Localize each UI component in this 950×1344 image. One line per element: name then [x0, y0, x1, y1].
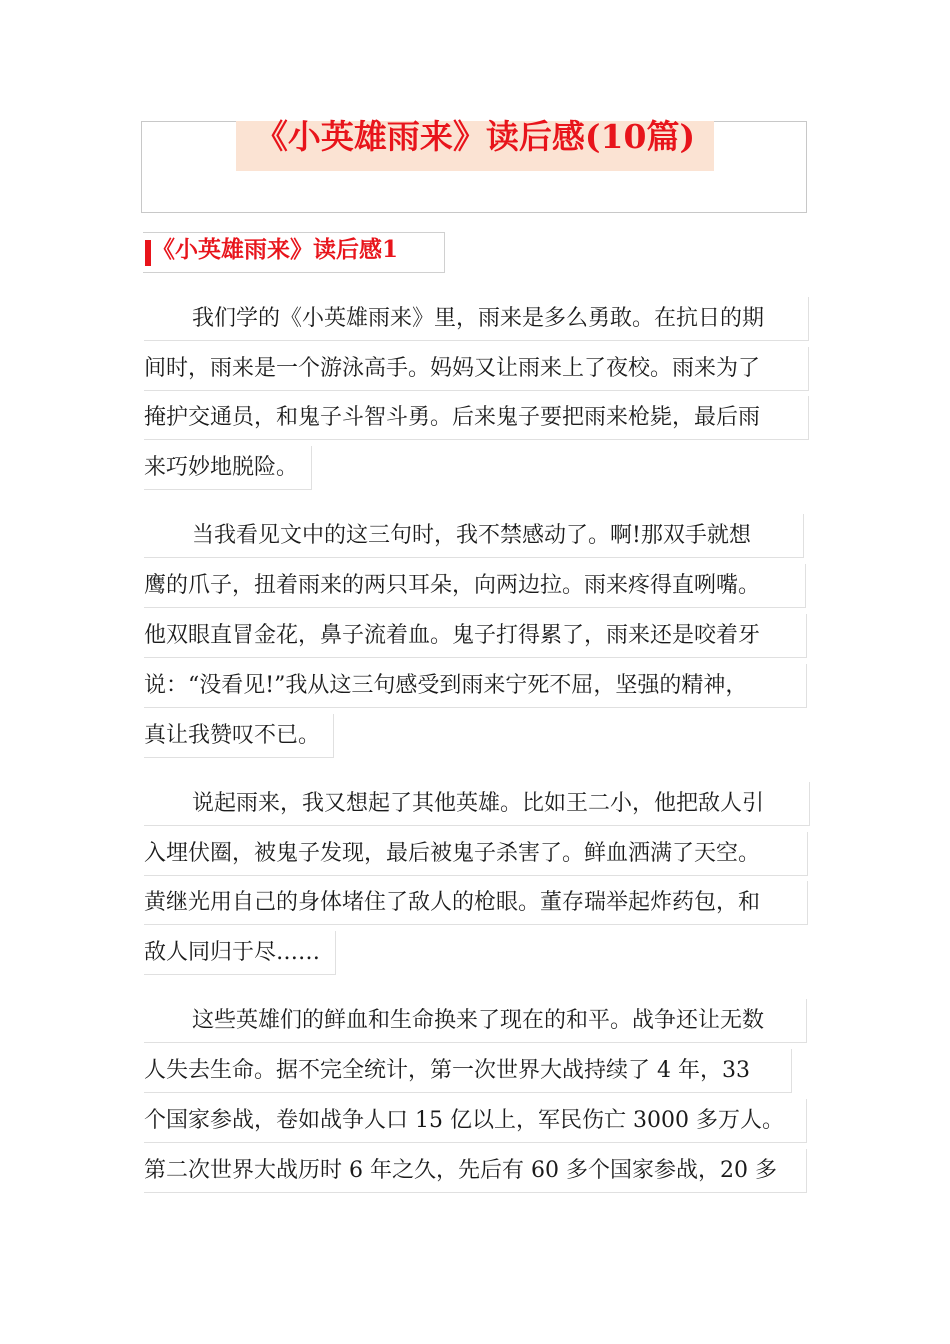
paragraph-3-line-2: 入埋伏圈，被鬼子发现，最后被鬼子杀害了。鲜血洒满了天空。: [144, 832, 808, 876]
paragraph-4-line-1: 这些英雄们的鲜血和生命换来了现在的和平。战争还让无数: [144, 999, 807, 1043]
paragraph-3-line-4: 敌人同归于尽……: [144, 931, 336, 975]
paragraph-2-line-1: 当我看见文中的这三句时，我不禁感动了。啊!那双手就想: [144, 514, 804, 558]
paragraph-4-line-2: 人失去生命。据不完全统计，第一次世界大战持续了 4 年，33: [144, 1049, 792, 1093]
paragraph-2-line-3: 他双眼直冒金花，鼻子流着血。鬼子打得累了，雨来还是咬着牙: [144, 614, 807, 658]
section-heading: 《小英雄雨来》读后感1: [152, 236, 399, 263]
paragraph-1-line-2: 间时，雨来是一个游泳高手。妈妈又让雨来上了夜校。雨来为了: [144, 347, 809, 391]
paragraph-2-line-2: 鹰的爪子，扭着雨来的两只耳朵，向两边拉。雨来疼得直咧嘴。: [144, 564, 806, 608]
paragraph-4-line-3: 个国家参战，卷如战争人口 15 亿以上，军民伤亡 3000 多万人。: [144, 1099, 807, 1143]
paragraph-1-line-1: 我们学的《小英雄雨来》里，雨来是多么勇敢。在抗日的期: [144, 297, 809, 341]
paragraph-2-line-4: 说：“没看见!”我从这三句感受到雨来宁死不屈，坚强的精神，: [144, 664, 807, 708]
paragraph-4-line-4: 第二次世界大战历时 6 年之久，先后有 60 多个国家参战，20 多: [144, 1149, 807, 1193]
paragraph-3-line-1: 说起雨来，我又想起了其他英雄。比如王二小，他把敌人引: [144, 782, 810, 826]
paragraph-1-line-3: 掩护交通员，和鬼子斗智斗勇。后来鬼子要把雨来枪毙，最后雨: [144, 396, 809, 440]
paragraph-2-line-5: 真让我赞叹不已。: [144, 714, 334, 758]
paragraph-1-line-4: 来巧妙地脱险。: [144, 446, 312, 490]
section-marker-bar: [145, 240, 151, 266]
document-title: 《小英雄雨来》读后感(10篇): [254, 117, 696, 156]
paragraph-3-line-3: 黄继光用自己的身体堵住了敌人的枪眼。董存瑞举起炸药包，和: [144, 881, 808, 925]
